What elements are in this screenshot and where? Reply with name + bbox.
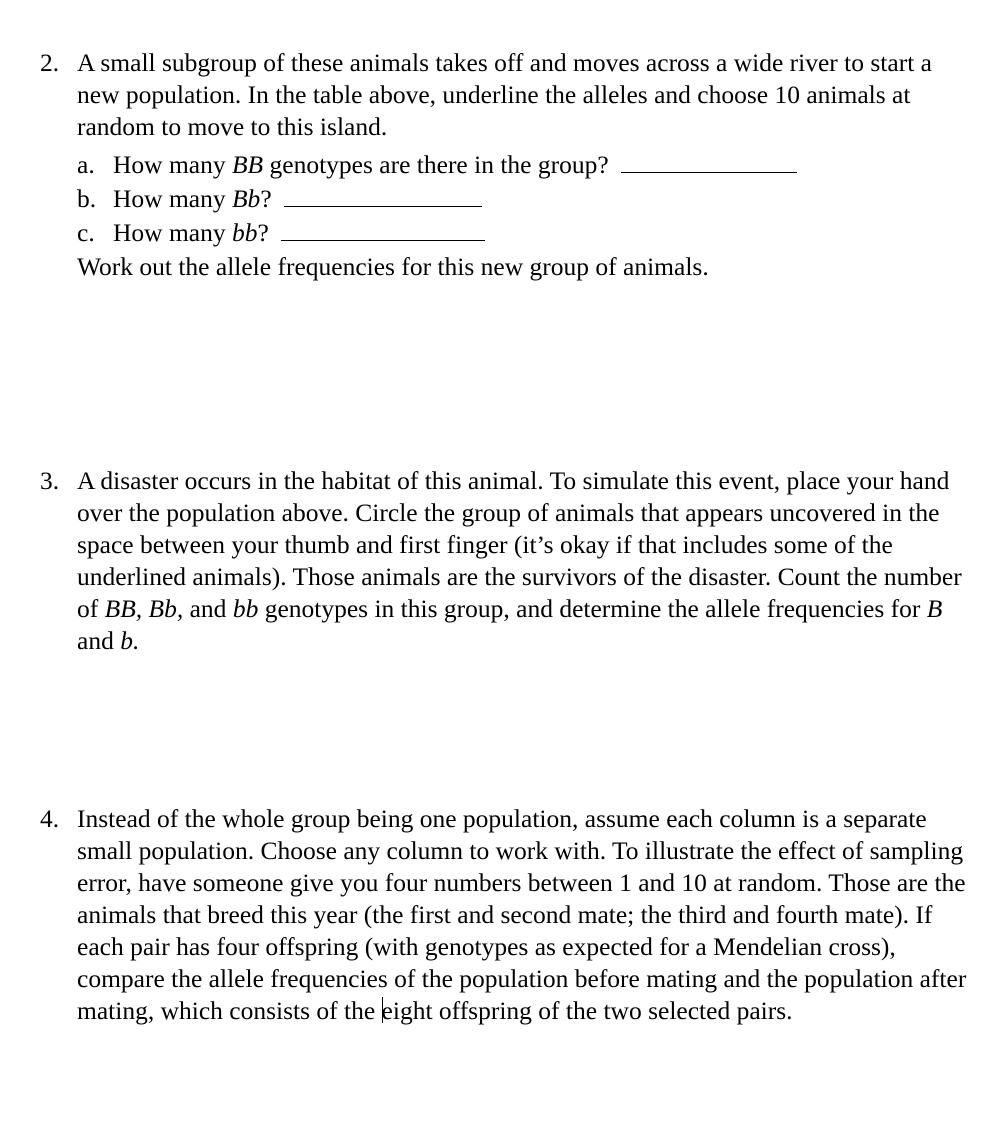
text-fragment: Instead of the whole group being one population, assume each column is a separate small population. Choose any column to work with. To illustrate the effect of sampling error, have someone give you four numbers between 1 and 10 at random. Those are the animals that breed this year (the first and second mate; the third and fourth mate). If each pair has four offspring (with genotypes as expected for a Mendelian cross), compare the allele frequencies of the population before mating and the population after mating, which consists of the [77,804,967,1025]
answer-blank-a[interactable] [621,152,797,173]
question-3-text [77,465,977,657]
question-2 [40,47,980,283]
text-fragment: genotypes are there in the group? [263,150,609,179]
genotype-label: BB [231,150,264,179]
question-4 [40,803,980,1027]
genotype-label: bb [231,218,258,247]
answer-blank-b[interactable] [284,186,482,207]
question-number: 2. [40,48,60,77]
text-fragment: and [77,626,121,655]
text-fragment: How many [113,218,232,247]
text-fragment: How many [113,184,232,213]
sub-question-letter: b. [77,184,97,213]
sub-question-b [77,183,977,217]
question-2-intro: A small subgroup of these animals takes off and moves across a wide river to start a new population. In the table above, underline the alleles and choose 10 animals at random to move to this island. [77,48,932,141]
answer-blank-c[interactable] [281,220,485,241]
sub-question-letter: a. [77,150,95,179]
allele-label: B [926,594,943,623]
sub-question-text [113,183,482,215]
genotype-label: Bb [231,184,261,213]
sub-question-c [77,217,977,251]
sub-question-text [113,149,797,181]
text-fragment: A disaster occurs in the habitat of this animal. To simulate this event, place your hand over the population above. Circle the group of animals that appears uncovered in the space between your thumb and first finger (it’s okay if that includes some of the underlined animals). Those animals are the survivors of the disaster. Count the number of [77,466,962,623]
genotype-label: bb [232,594,259,623]
sub-question-text [113,217,485,249]
genotype-label: BB, Bb, [104,594,184,623]
sub-question-a [77,149,977,183]
question-body [77,803,977,1027]
text-fragment: ? [257,218,269,247]
text-fragment: genotypes in this group, and determine the allele frequencies for [258,594,927,623]
question-4-text [77,803,977,1027]
question-3 [40,465,980,657]
sub-question-list [77,149,977,251]
question-number: 4. [40,804,60,833]
text-fragment: ? [260,184,272,213]
question-body [77,465,977,657]
text-fragment: eight offspring of the two selected pairs. [381,996,793,1025]
text-fragment: How many [113,150,232,179]
sub-question-letter: c. [77,218,95,247]
question-body [77,47,977,283]
question-number: 3. [40,466,60,495]
question-2-followup: Work out the allele frequencies for this new group of animals. [77,252,709,281]
allele-label: b. [120,626,140,655]
text-fragment: and [183,594,233,623]
